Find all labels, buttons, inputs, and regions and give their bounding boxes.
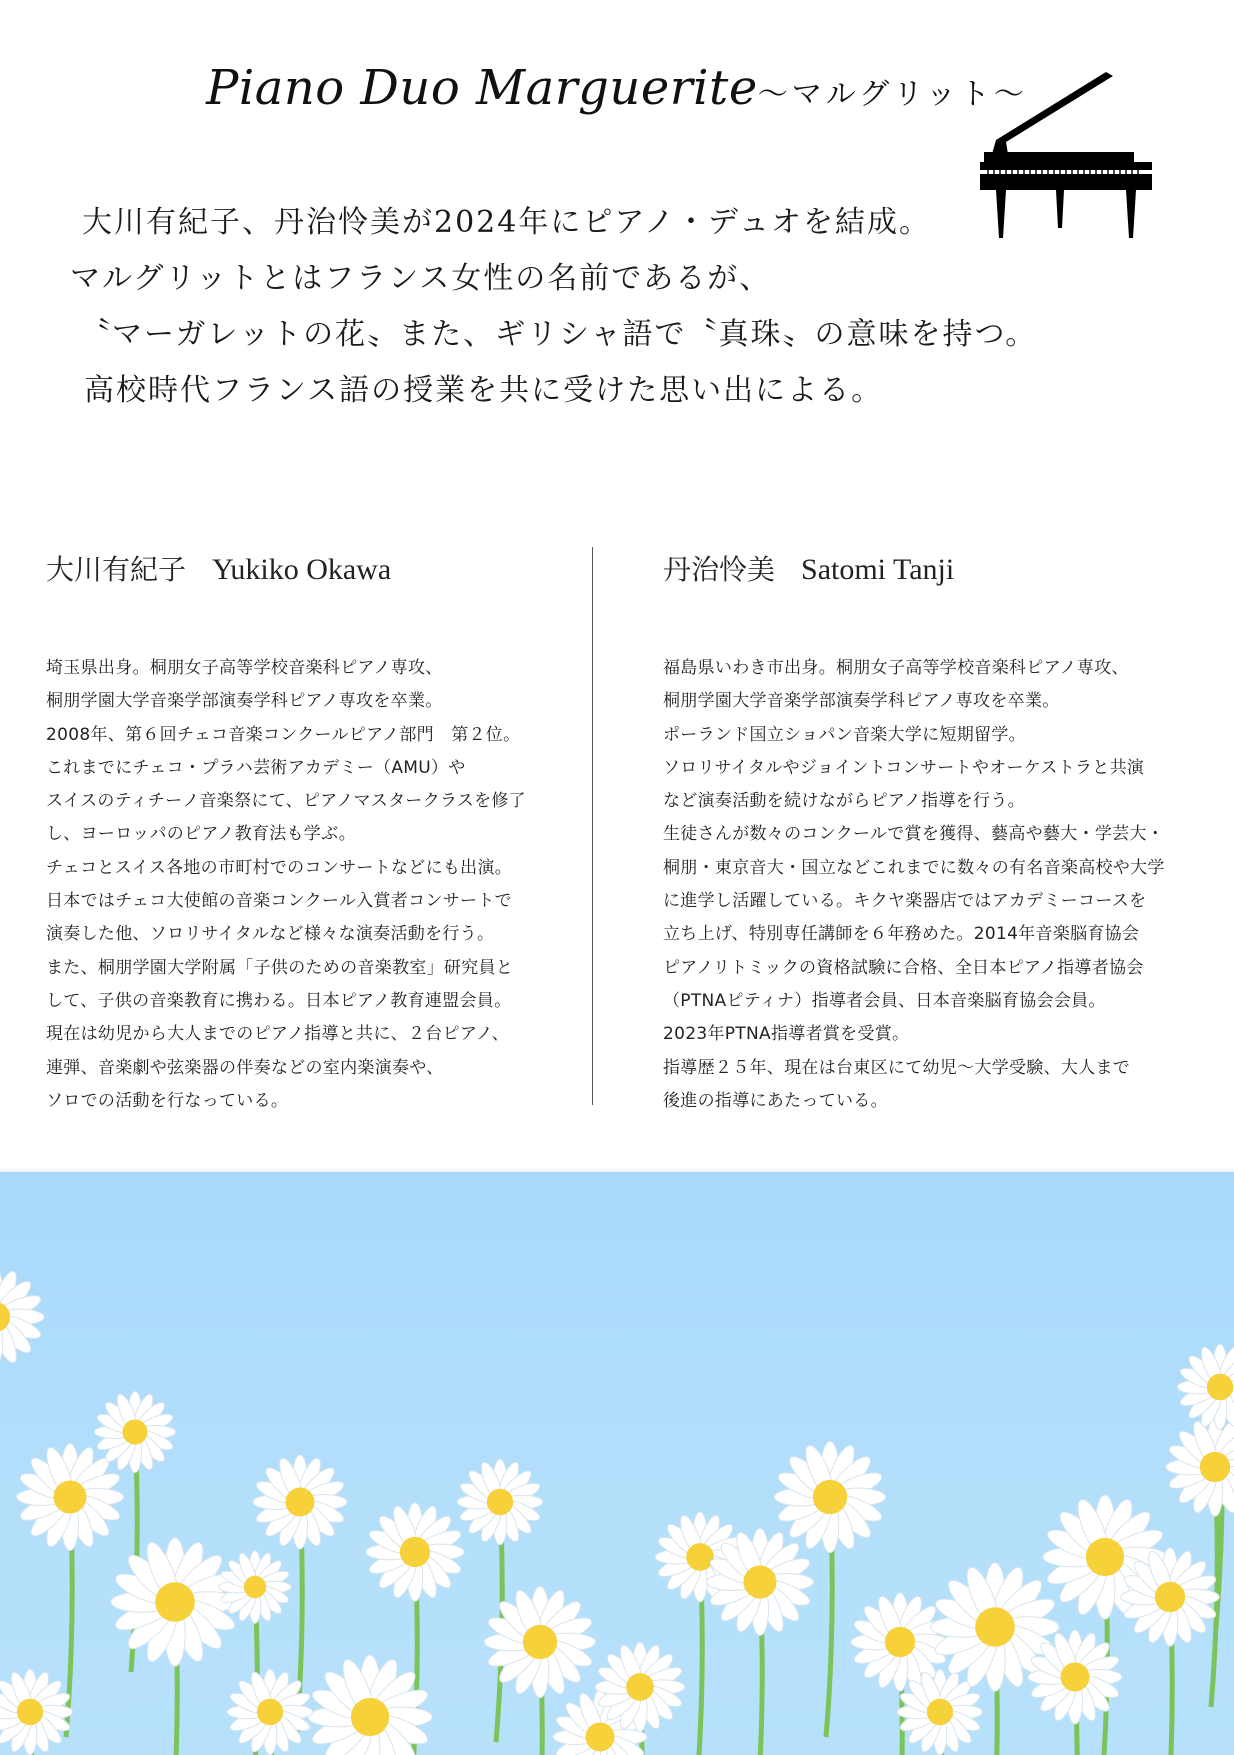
- bio-line: ソロでの活動を行なっている。: [46, 1090, 289, 1111]
- intro-line: マルグリットとはフランス女性の名前であるが、: [70, 261, 772, 296]
- bio-line: 桐朋・東京音大・国立などこれまでに数々の有名音楽高校や大学: [663, 857, 1165, 878]
- daisy-icon: [774, 1441, 885, 1552]
- column-divider: [592, 547, 593, 1105]
- daisy-icon: [1121, 1548, 1219, 1646]
- bio-line: 桐朋学園大学音楽学部演奏学科ピアノ専攻を卒業。: [663, 691, 1060, 712]
- intro-line: 大川有紀子、丹治怜美が2024年にピアノ・デュオを結成。: [82, 205, 932, 240]
- bio-line: ピアノリトミックの資格試験に合格、全日本ピアノ指導者協会: [663, 957, 1144, 978]
- daisy-icon: [227, 1669, 313, 1755]
- daisy-icon: [707, 1529, 814, 1636]
- daisy-icon: [366, 1503, 464, 1601]
- name-en: Satomi Tanji: [801, 553, 955, 586]
- title-kana: 〜マルグリット〜: [757, 77, 1028, 112]
- bio-line: 福島県いわき市出身。桐朋女子高等学校音楽科ピアノ専攻、: [663, 658, 1129, 678]
- profile-okawa: [46, 548, 576, 1118]
- bio-line: （PTNAピティナ）指導者会員、日本音楽脳育協会会員。: [663, 990, 1106, 1011]
- daisy-icon: [111, 1538, 239, 1666]
- bio-line: 2023年PTNA指導者賞を受賞。: [663, 1024, 910, 1045]
- name-en: Yukiko Okawa: [212, 553, 392, 586]
- bio-line: チェコとスイス各地の市町村でのコンサートなどにも出演。: [46, 857, 513, 878]
- intro-text: [70, 195, 1070, 419]
- bio-line: 日本ではチェコ大使館の音楽コンクール入賞者コンサートで: [46, 891, 512, 912]
- daisy-icon: [308, 1655, 432, 1755]
- bio-line: これまでにチェコ・プラハ芸術アカデミー（AMU）や: [46, 757, 466, 778]
- bio-line: し、ヨーロッパのピアノ教育法も学ぶ。: [46, 824, 357, 845]
- daisy-icon: [94, 1391, 175, 1472]
- daisy-icon: [1028, 1630, 1122, 1724]
- daisy-icon: [0, 1268, 44, 1366]
- bio-line: 桐朋学園大学音楽学部演奏学科ピアノ専攻を卒業。: [46, 691, 443, 712]
- daisy-icon: [0, 1669, 73, 1755]
- bio-line: 現在は幼児から大人までのピアノ指導と共に、２台ピアノ、: [46, 1024, 510, 1045]
- intro-line: 高校時代フランス語の授業を共に受けた思い出による。: [84, 373, 884, 408]
- daisy-icon: [1177, 1344, 1234, 1430]
- bio-line: 埼玉県出身。桐朋女子高等学校音楽科ピアノ専攻、: [46, 658, 443, 678]
- daisy-icon: [253, 1455, 347, 1549]
- bio-line: 連弾、音楽劇や弦楽器の伴奏などの室内楽演奏や、: [46, 1057, 444, 1078]
- bio-line: して、子供の音楽教育に携わる。日本ピアノ教育連盟会員。: [46, 990, 512, 1011]
- daisy-icon: [595, 1642, 685, 1732]
- profile-name: [663, 548, 1223, 588]
- daisy-icon: [457, 1459, 543, 1545]
- bio-line: また、桐朋学園大学附属「子供のための音楽教室」研究員と: [46, 957, 514, 978]
- intro-line: 〝マーガレットの花〟また、ギリシャ語で〝真珠〟の意味を持つ。: [80, 317, 1038, 352]
- daisy-field-illustration: [0, 1172, 1234, 1755]
- daisy-icon: [484, 1586, 595, 1697]
- bio-line: 後進の指導にあたっている。: [663, 1090, 888, 1111]
- bio-line: ソロリサイタルやジョイントコンサートやオーケストラと共演: [663, 757, 1145, 778]
- name-ja: 丹治怜美: [663, 553, 776, 586]
- daisy-icon: [1166, 1418, 1234, 1516]
- profile-name: [46, 548, 576, 588]
- daisy-icon: [219, 1551, 292, 1624]
- bio-line: 生徒さんが数々のコンクールで賞を獲得、藝高や藝大・学芸大・: [663, 824, 1165, 845]
- bio-line: ポーランド国立ショパン音楽大学に短期留学。: [663, 724, 1026, 745]
- bio-line: 指導歴２５年、現在は台東区にて幼児〜大学受験、大人まで: [663, 1057, 1131, 1078]
- bio-line: 演奏した他、ソロリサイタルなど様々な演奏活動を行う。: [46, 924, 495, 945]
- profile-bio: [46, 652, 576, 1118]
- name-ja: 大川有紀子: [46, 553, 187, 586]
- bio-line: 2008年、第６回チェコ音楽コンクールピアノ部門 第２位。: [46, 724, 521, 745]
- profile-bio: [663, 652, 1223, 1118]
- bio-line: など演奏活動を続けながらピアノ指導を行う。: [663, 791, 1025, 812]
- bio-line: スイスのティチーノ音楽祭にて、ピアノマスタークラスを修了: [46, 791, 526, 812]
- title-roman: Piano Duo Marguerite: [206, 60, 758, 116]
- bio-line: 立ち上げ、特別専任講師を６年務めた。2014年音楽脳育協会: [663, 924, 1140, 945]
- bio-line: に進学し活躍している。キクヤ楽器店ではアカデミーコースを: [663, 891, 1147, 912]
- profile-tanji: [663, 548, 1223, 1118]
